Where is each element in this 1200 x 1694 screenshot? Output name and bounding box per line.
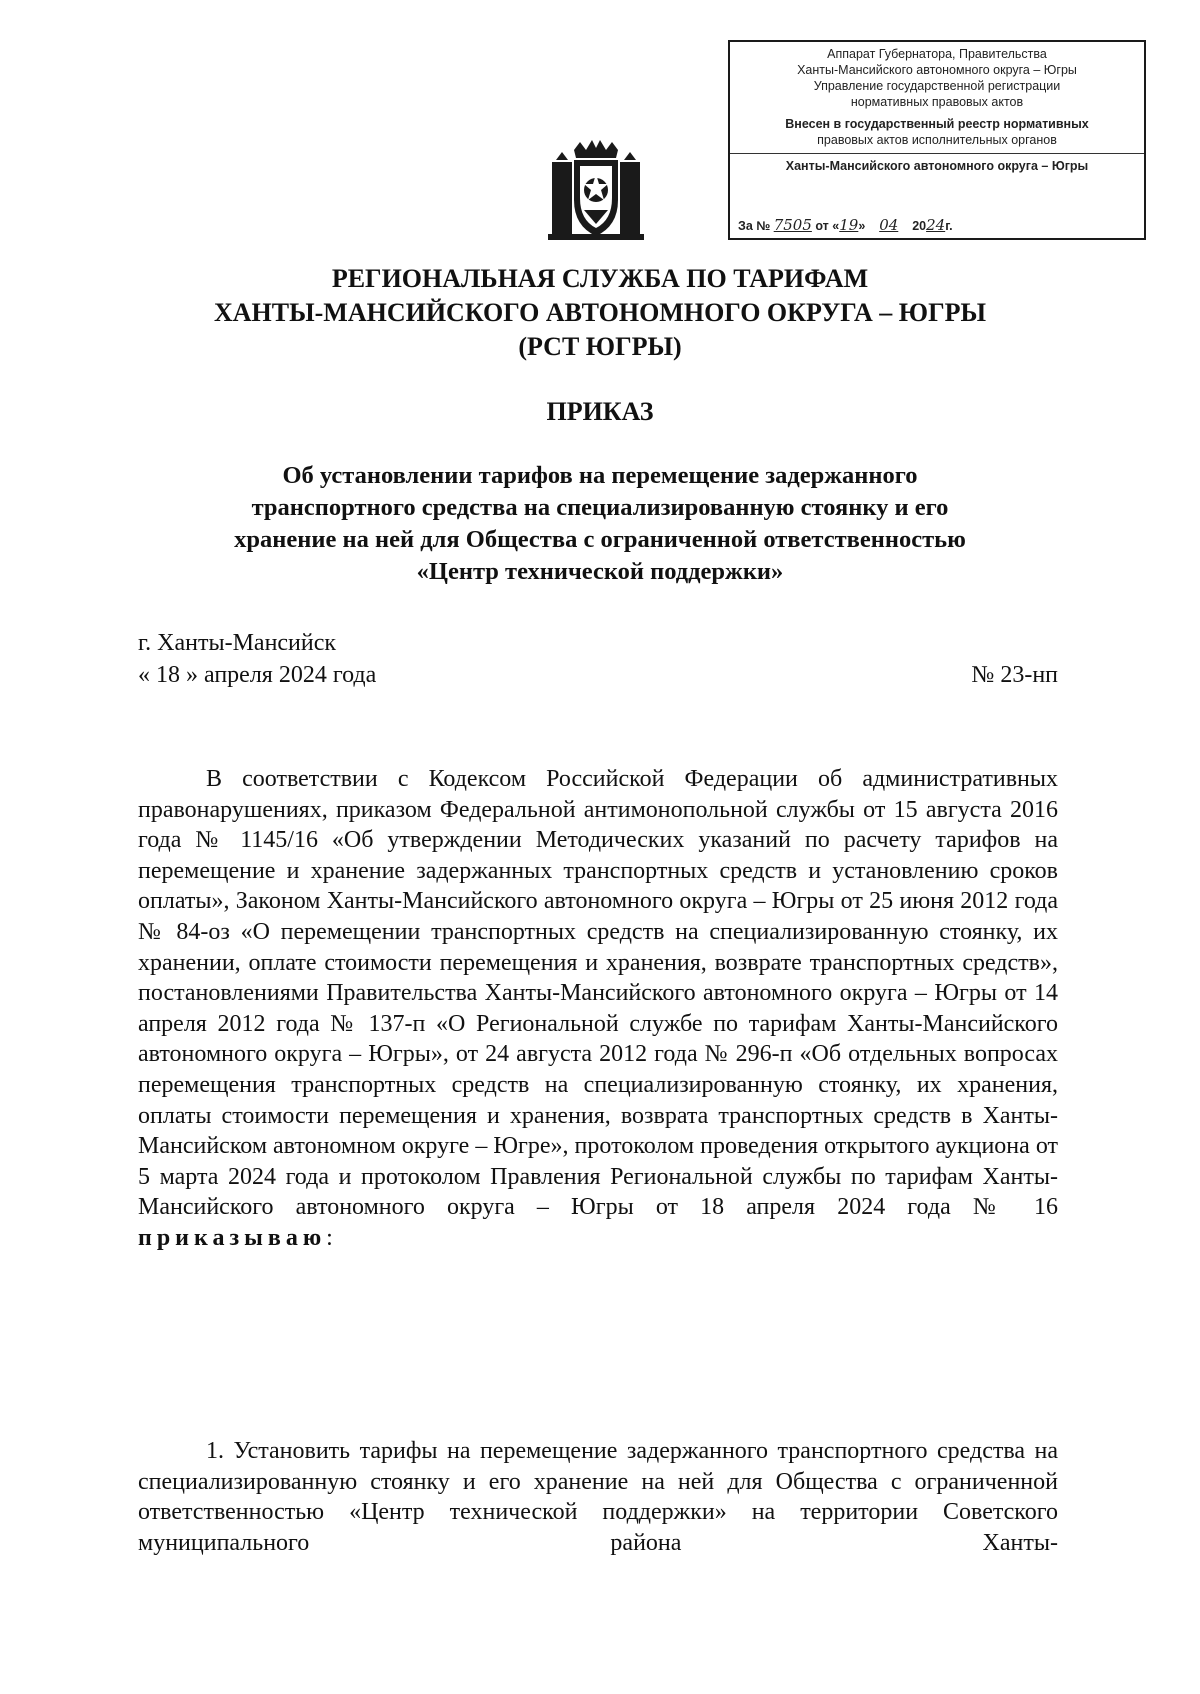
stamp-line: Ханты-Мансийского автономного округа – Югры (797, 63, 1077, 77)
order-item-1: 1. Установить тарифы на перемещение задержанного транспортного средства на специализированную стоянку и его хранение на ней для Общества с ограниченной ответственностью «Центр технической поддержки» на территории Советского муниципального района Ханты- (138, 1438, 1058, 1556)
preamble-paragraph: В соответствии с Кодексом Российской Федерации об административных правонарушениях, приказом Федеральной антимонопольной службы от 15 августа 2016 года № 1145/16 «Об утверждении Методических указаний по расчету тарифов на перемещение и хранение задержанных транспортных средств и установлению сроков оплаты», Законом Ханты-Мансийского автономного округа – Югры от 25 июня 2012 года № 84-оз «О перемещении транспортных средств на специализированную стоянку, их хранении, оплате стоимости перемещения и хранения, возврате транспортных средств», постановлениями Правительства Ханты-Мансийского автономного округа – Югры от 14 апреля 2012 года № 137-п «О Региональной службе по тарифам Ханты-Мансийского автономного округа – Югры», от 24 августа 2012 года № 296-п «Об отдельных вопросах перемещения транспортных средств на специализированную стоянку, их хранения, оплаты стоимости перемещения и хранения, возврата транспортных средств в Ханты-Мансийском автономном округе – Югре», протоколом проведения открытого аукциона от 5 марта 2024 года и протоколом Правления Региональной службы по тарифам Ханты-Мансийского автономного округа – Югры от 18 апреля 2024 года № 16 приказываю: (138, 766, 1058, 1251)
order-word: приказываю (138, 1224, 327, 1251)
stamp-line: Внесен в государственный реестр нормативных (785, 117, 1089, 131)
stamp-line: нормативных правовых актов (850, 95, 1024, 109)
stamp-line: Аппарат Губернатора, Правительства (827, 47, 1047, 61)
document-subject: Об установлении тарифов на перемещение задержанного транспортного средства на специализированную стоянку и его хранение на ней для Общества с ограниченной ответственностью «Центр технической поддержки» (234, 462, 966, 585)
preamble-text: В соответствии с Кодексом Российской Федерации об административных правонарушениях, приказом Федеральной антимонопольной службы от 15 августа 2016 года № 1145/16 «Об утверждении Методических указаний по расчету тарифов на перемещение и хранение задержанных транспортных средств и установлению сроков оплаты», Законом Ханты-Мансийского автономного округа – Югры от 25 июня 2012 года № 84-оз «О перемещении транспортных средств на специализированную стоянку, их хранении, оплате стоимости перемещения и хранения, возврате транспортных средств», постановлениями Правительства Ханты-Мансийского автономного округа – Югры от 14 апреля 2012 года № 137-п «О Региональной службе по тарифам Ханты-Мансийского автономного округа – Югры», от 24 августа 2012 года № 296-п «Об отдельных вопросах перемещения транспортных средств на специализированную стоянку, их хранения, оплаты стоимости перемещения и хранения, возврата транспортных средств в Ханты-Мансийском автономном округе – Югре», протоколом проведения открытого аукциона от 5 марта 2024 года и протоколом Правления Региональной службы по тарифам Ханты-Мансийского автономного округа – Югры от 18 апреля 2024 года № 16 (138, 766, 1058, 1221)
registration-stamp (728, 40, 1146, 240)
document-number: № 23-нп (971, 662, 1058, 688)
document-place: г. Ханты-Мансийск (138, 630, 337, 656)
stamp-line: Управление государственной регистрации (813, 79, 1061, 93)
document-date-row (138, 660, 1058, 690)
coat-of-arms-icon (544, 138, 648, 244)
organization-name: РЕГИОНАЛЬНАЯ СЛУЖБА ПО ТАРИФАМ ХАНТЫ-МАНСИЙСКОГО АВТОНОМНОГО ОКРУГА – ЮГРЫ (РСТ ЮГРЫ) (213, 264, 987, 361)
stamp-reg-year-handwritten: 24 (926, 216, 946, 234)
document-date: « 18 » апреля 2024 года (138, 662, 377, 688)
document-type-title: ПРИКАЗ (546, 397, 654, 426)
stamp-line: Ханты-Мансийского автономного округа – Югры (785, 159, 1089, 173)
stamp-reg-month-handwritten: 04 (879, 216, 899, 234)
stamp-divider (730, 153, 1144, 154)
stamp-reg-number-handwritten: 7505 (773, 216, 812, 234)
stamp-line: правовых актов исполнительных органов (817, 133, 1057, 147)
stamp-registration-number: За № 7505 от «19» 04 2024г. (738, 216, 953, 234)
stamp-reg-day-handwritten: 19 (839, 216, 859, 234)
